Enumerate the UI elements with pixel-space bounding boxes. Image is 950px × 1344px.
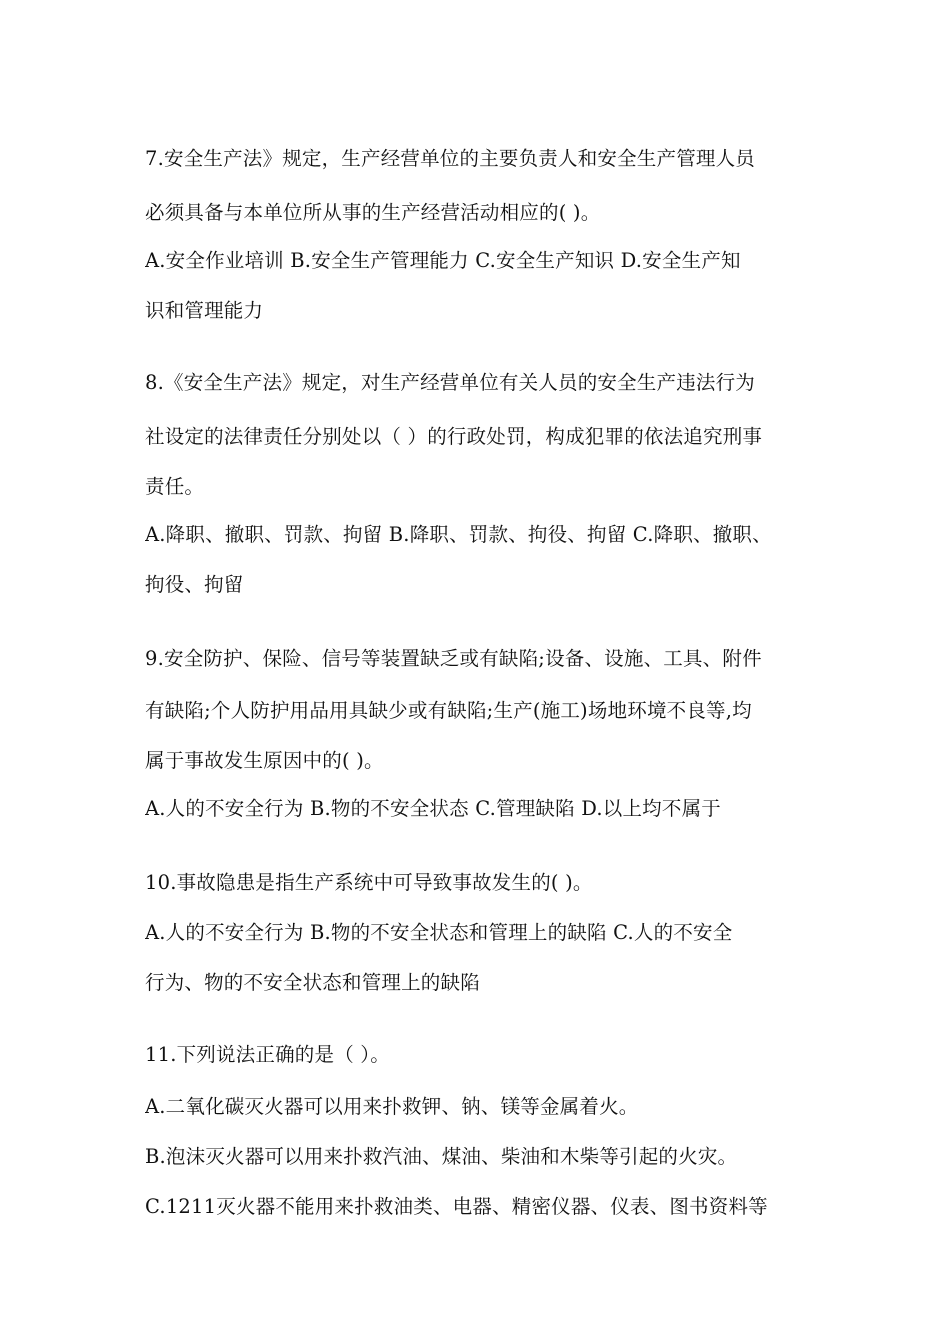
question-8-options-line-2: 拘役、拘留 — [145, 573, 244, 596]
question-11-option-c: C.1211灭火器不能用来扑救油类、电器、精密仪器、仪表、图书资料等 — [145, 1195, 768, 1218]
question-7-stem-line-1: 7.安全生产法》规定，生产经营单位的主要负责人和安全生产管理人员 — [145, 147, 756, 170]
question-10-stem-line-1: 10.事故隐患是指生产系统中可导致事故发生的( )。 — [145, 871, 593, 894]
question-11-option-a: A.二氧化碳灭火器可以用来扑救钾、钠、镁等金属着火。 — [145, 1095, 639, 1118]
question-7-options-line-1: A.安全作业培训 B.安全生产管理能力 C.安全生产知识 D.安全生产知 — [145, 249, 741, 272]
question-8-stem-line-2: 社设定的法律责任分别处以（ ）的行政处罚，构成犯罪的依法追究刑事 — [145, 425, 763, 448]
question-8-options-line-1: A.降职、撤职、罚款、拘留 B.降职、罚款、拘役、拘留 C.降职、撤职、 — [145, 523, 772, 546]
question-9-options-line-1: A.人的不安全行为 B.物的不安全状态 C.管理缺陷 D.以上均不属于 — [145, 797, 721, 820]
question-9-stem-line-3: 属于事故发生原因中的( )。 — [145, 749, 384, 772]
question-8-stem-line-1: 8.《安全生产法》规定，对生产经营单位有关人员的安全生产违法行为 — [145, 371, 756, 394]
question-10-options-line-1: A.人的不安全行为 B.物的不安全状态和管理上的缺陷 C.人的不安全 — [145, 921, 733, 944]
question-7-options-line-2: 识和管理能力 — [145, 299, 264, 322]
question-8-stem-line-3: 责任。 — [145, 475, 205, 498]
question-9-stem-line-1: 9.安全防护、保险、信号等装置缺乏或有缺陷;设备、设施、工具、附件 — [145, 647, 762, 670]
question-9-stem-line-2: 有缺陷;个人防护用品用具缺少或有缺陷;生产(施工)场地环境不良等,均 — [145, 699, 752, 722]
question-11-option-b: B.泡沫灭火器可以用来扑救汽油、煤油、柴油和木柴等引起的火灾。 — [145, 1145, 738, 1168]
question-11-stem-line-1: 11.下列说法正确的是（ ）。 — [145, 1043, 390, 1066]
question-7-stem-line-2: 必须具备与本单位所从事的生产经营活动相应的( )。 — [145, 201, 601, 224]
question-10-options-line-2: 行为、物的不安全状态和管理上的缺陷 — [145, 971, 480, 994]
